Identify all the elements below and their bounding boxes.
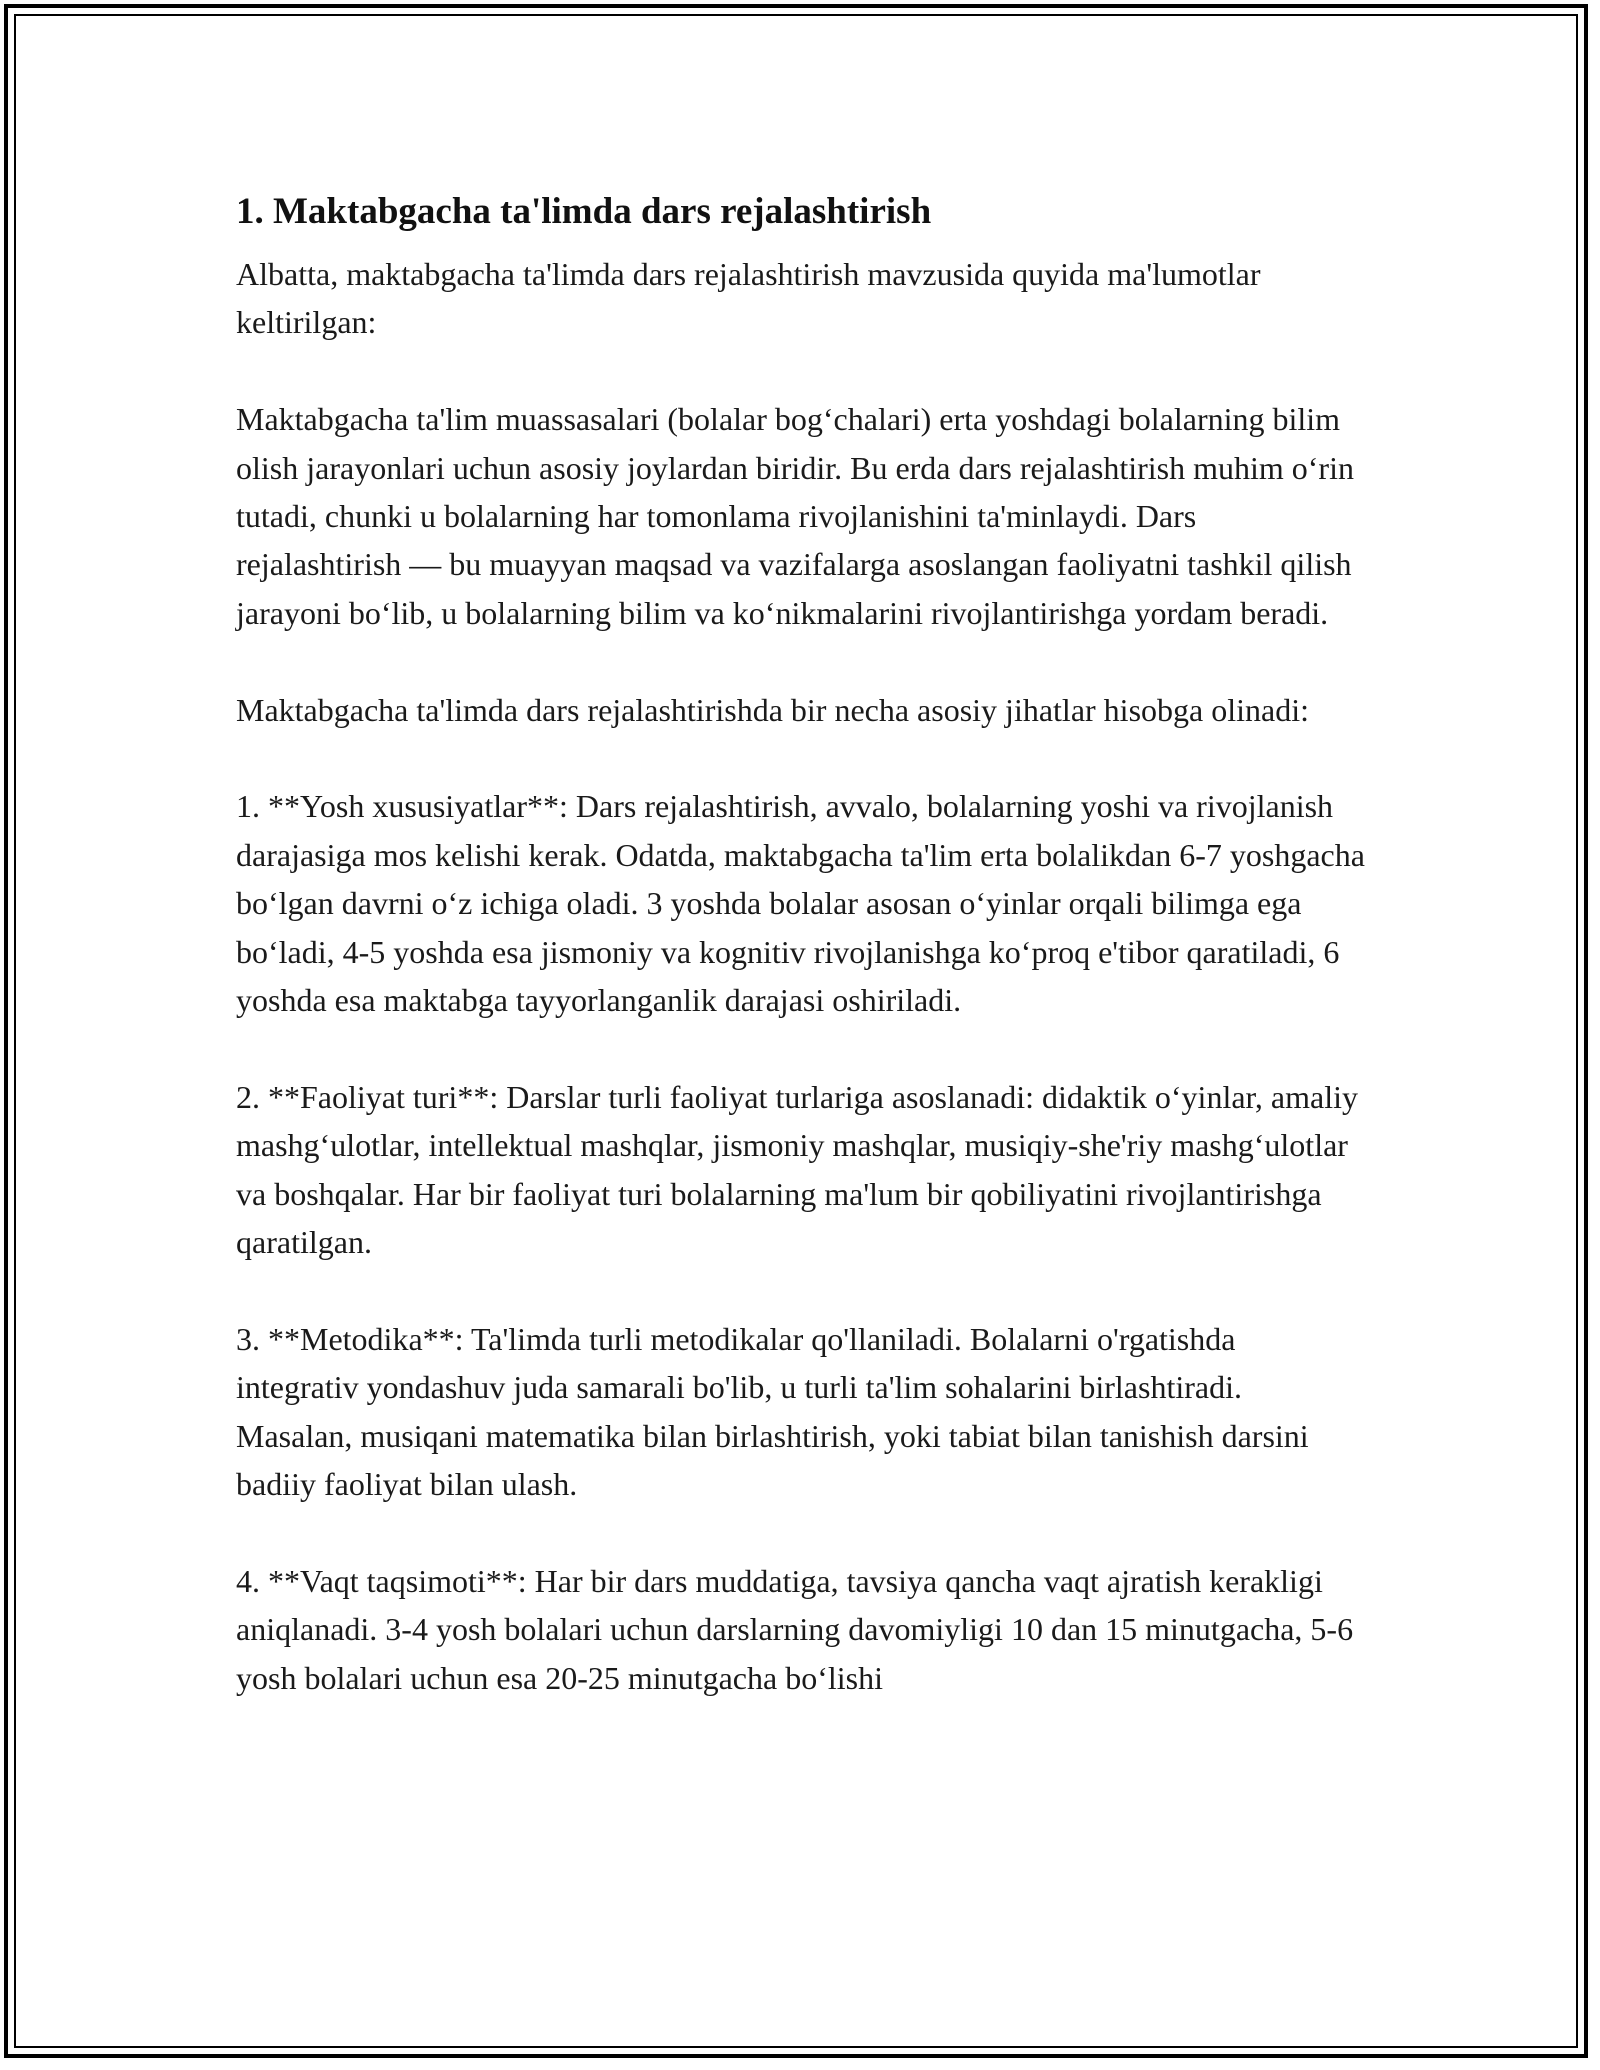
paragraph-aspects-intro: Maktabgacha ta'limda dars rejalashtirishda bir necha asosiy jihatlar hisobga olinadi: [236, 691, 1309, 728]
list-item-activity-type: 2. **Faoliyat turi**: Darslar turli faoliyat turlariga asoslanadi: didaktik o‘yinlar, amaliy mashg‘ulotlar, intellektual mashqlar, jismoniy mashqlar, musiqiy-she'riy mashg‘ulotlar va boshqalar. Har bir faoliyat turi bolalarning ma'lum bir qobiliyatini rivojlantirishga qaratilgan. [236, 1078, 1358, 1261]
document-body [236, 188, 1366, 1702]
paragraph-overview: Maktabgacha ta'lim muassasalari (bolalar bog‘chalari) erta yoshdagi bolalarning bilim olish jarayonlari uchun asosiy joylardan biridir. Bu erda dars rejalashtirish muhim o‘rin tutadi, chunki u bolalarning har tomonlama rivojlanishini ta'minlaydi. Dars rejalashtirish — bu muayyan maqsad va vazifalarga asoslangan faoliyatni tashkil qilish jarayoni bo‘lib, u bolalarning bilim va ko‘nikmalarini rivojlantirishga yordam beradi. [236, 401, 1354, 631]
list-item-age-features: 1. **Yosh xususiyatlar**: Dars rejalashtirish, avvalo, bolalarning yoshi va rivojlanish darajasiga mos kelishi kerak. Odatda, maktabgacha ta'lim erta bolalikdan 6-7 yoshgacha bo‘lgan davrni o‘z ichiga oladi. 3 yoshda bolalar asosan o‘yinlar orqali bilimga ega bo‘ladi, 4-5 yoshda esa jismoniy va kognitiv rivojlanishga ko‘proq e'tibor qaratiladi, 6 yoshda esa maktabga tayyorlanganlik darajasi oshiriladi. [236, 788, 1365, 1019]
list-item-time-allocation: 4. **Vaqt taqsimoti**: Har bir dars muddatiga, tavsiya qancha vaqt ajratish kerakligi aniqlanadi. 3-4 yosh bolalari uchun darslarning davomiyligi 10 dan 15 minutgacha, 5-6 yosh bolalari uchun esa 20-25 minutgacha bo‘lishi [236, 1562, 1354, 1696]
paragraph-intro: Albatta, maktabgacha ta'limda dars rejalashtirish mavzusida quyida ma'lumotlar keltirilgan: [236, 256, 1261, 341]
list-item-methodology: 3. **Metodika**: Ta'limda turli metodikalar qo'llaniladi. Bolalarni o'rgatishda integrativ yondashuv juda samarali bo'lib, u turli ta'lim sohalarini birlashtiradi. Masalan, musiqani matematika bilan birlashtirish, yoki tabiat bilan tanishish darsini badiiy faoliyat bilan ulash. [236, 1320, 1309, 1503]
document-title: 1. Maktabgacha ta'limda dars rejalashtirish [236, 191, 932, 232]
